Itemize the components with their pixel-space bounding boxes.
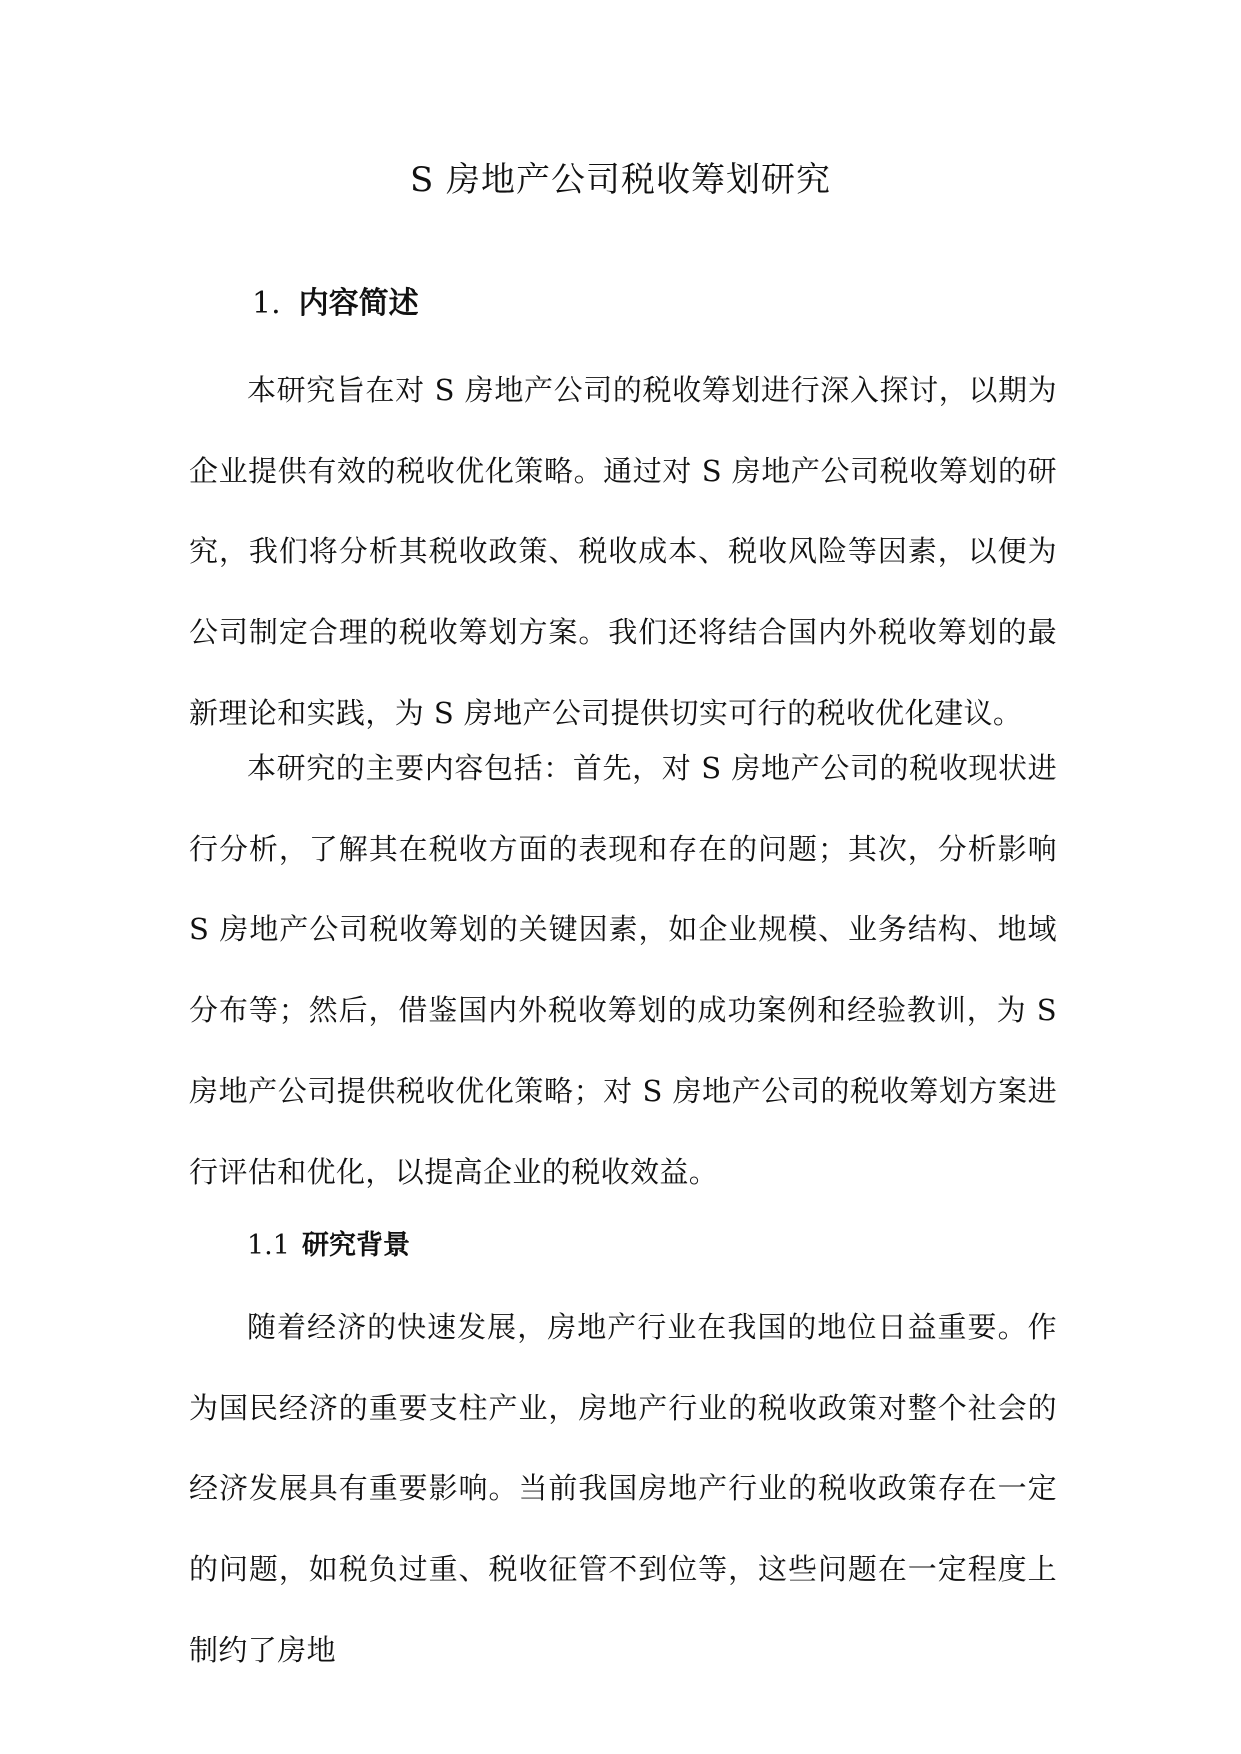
subsection-title: 研究背景 (301, 1230, 410, 1261)
subsection-number: 1.1 (247, 1230, 290, 1261)
document-title: S 房地产公司税收筹划研究 (409, 160, 832, 200)
body-paragraph: 本研究旨在对 S 房地产公司的税收筹划进行深入探讨，以期为企业提供有效的税收优化策略。通过对 S 房地产公司税收筹划的研究，我们将分析其税收政策、税收成本、税收风险等因素，以便为公司制定合理的税收筹划方案。我们还将结合国内外税收筹划的最新理论和实践，为 S 房地产公司提供切实可行的税收优化建议。 (189, 373, 1057, 730)
section-heading (252, 278, 419, 330)
section-title: 内容简述 (298, 286, 419, 321)
subsection-heading (247, 1222, 410, 1270)
section-number: 1. (252, 286, 281, 321)
body-paragraph: 随着经济的快速发展，房地产行业在我国的地位日益重要。作为国民经济的重要支柱产业，房地产行业的税收政策对整个社会的经济发展具有重要影响。当前我国房地产行业的税收政策存在一定的问题，如税负过重、税收征管不到位等，这些问题在一定程度上制约了房地 (189, 1310, 1057, 1667)
body-paragraph: 本研究的主要内容包括：首先，对 S 房地产公司的税收现状进行分析，了解其在税收方面的表现和存在的问题；其次，分析影响 S 房地产公司税收筹划的关键因素，如企业规模、业务结构、地域分布等；然后，借鉴国内外税收筹划的成功案例和经验教训，为 S 房地产公司提供税收优化策略；对 S 房地产公司的税收筹划方案进行评估和优化，以提高企业的税收效益。 (189, 751, 1057, 1189)
